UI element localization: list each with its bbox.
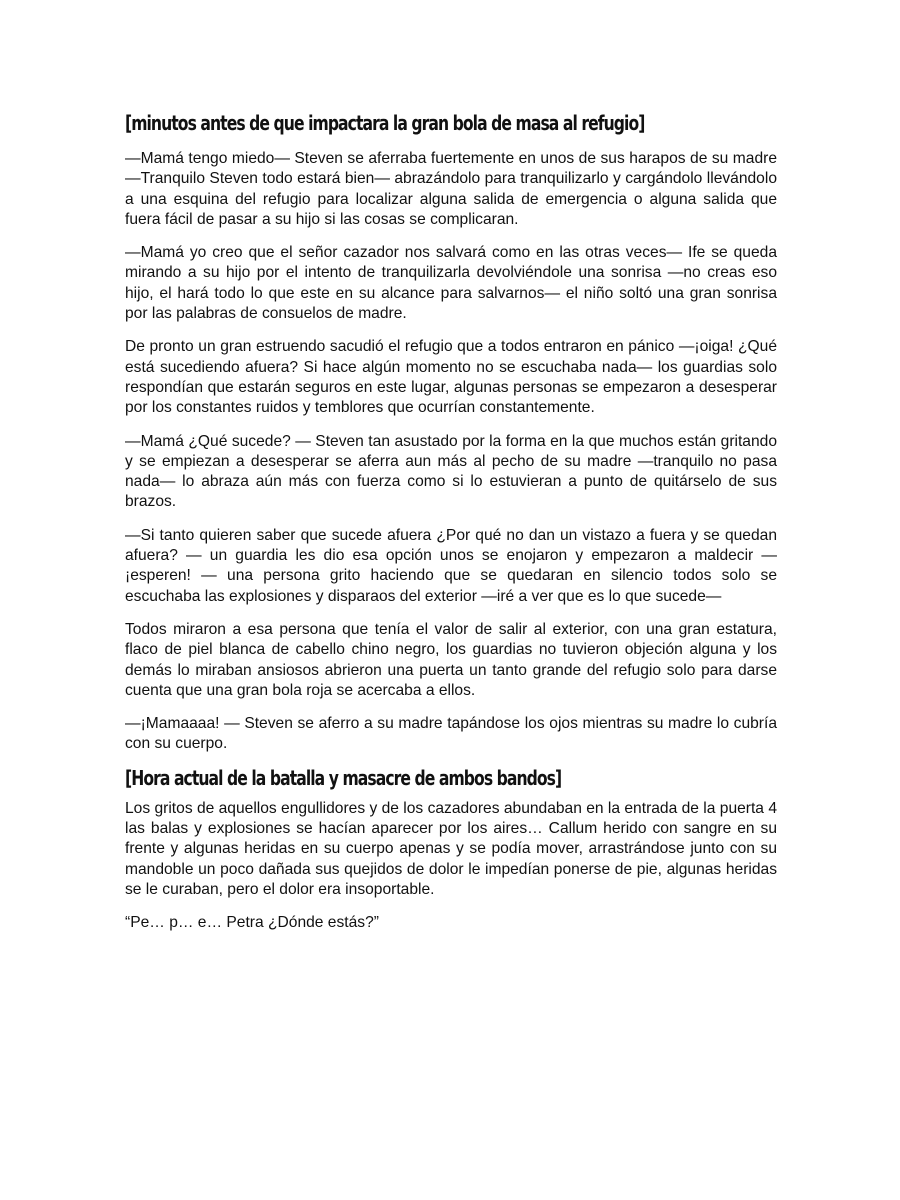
paragraph: —Mamá yo creo que el señor cazador nos salvará como en las otras veces— Ife se queda mirando a su hijo por el intento de tranquilizarla devolviéndole una sonrisa —no creas eso hijo, el hará todo lo que este en su alcance para salvarnos— el niño soltó una gran sonrisa por las palabras de consuelos de madre.: [125, 244, 777, 323]
paragraph: “Pe… p… e… Petra ¿Dónde estás?”: [125, 914, 379, 932]
section-heading-2: [Hora actual de la batalla y masacre de ambos bandos]: [125, 765, 562, 790]
paragraph: Los gritos de aquellos engullidores y de los cazadores abundaban en la entrada de la puerta 4 las balas y explosiones se hacían aparecer por los aires… Callum herido con sangre en su frente y algunas heridas en su cuerpo apenas y se podía mover, arrastrándose junto con su mandoble un poco dañada sus quejidos de dolor le impedían ponerse de pie, algunas heridas se le curaban, pero el dolor era insoportable.: [125, 799, 777, 898]
paragraph: —¡Mamaaaa! — Steven se aferro a su madre tapándose los ojos mientras su madre lo cubría con su cuerpo.: [125, 715, 777, 753]
paragraph: —Mamá tengo miedo— Steven se aferraba fuertemente en unos de sus harapos de su madre —Tranquilo Steven todo estará bien— abrazándolo para tranquilizarlo y cargándolo llevándolo a una esquina del refugio para localizar alguna salida de emergencia o alguna salida que fuera fácil de pasar a su hijo si las cosas se complicaran.: [125, 150, 777, 228]
paragraph: —Si tanto quieren saber que sucede afuera ¿Por qué no dan un vistazo a fuera y se quedan afuera? — un guardia les dio esa opción unos se enojaron y empezaron a maldecir —¡esperen! — una persona grito haciendo que se quedaran en silencio todos solo se escuchaba las explosiones y disparaos del exterior —iré a ver que es lo que sucede—: [125, 526, 777, 605]
paragraph: —Mamá ¿Qué sucede? — Steven tan asustado por la forma en la que muchos están gritando y se empiezan a desesperar se aferra aun más al pecho de su madre —tranquilo no pasa nada— lo abraza aún más con fuerza como si lo estuvieran a punto de quitárselo de sus brazos.: [125, 432, 777, 511]
paragraph: Todos miraron a esa persona que tenía el valor de salir al exterior, con una gran estatura, flaco de piel blanca de cabello chino negro, los guardias no tuvieron objeción alguna y los demás lo miraban ansiosos abrieron una puerta un tanto grande del refugio solo para darse cuenta que una gran bola roja se acercaba a ellos.: [125, 620, 777, 699]
paragraph: De pronto un gran estruendo sacudió el refugio que a todos entraron en pánico —¡oiga! ¿Qué está sucediendo afuera? Si hace algún momento no se escuchaba nada— los guardias solo respondían que estarán seguros en este lugar, algunas personas se empezaron a desesperar por los constantes ruidos y temblores que ocurrían constantemente.: [125, 338, 777, 417]
document-page: [125, 108, 777, 947]
section-heading-1: [minutos antes de que impactara la gran bola de masa al refugio]: [125, 111, 645, 135]
